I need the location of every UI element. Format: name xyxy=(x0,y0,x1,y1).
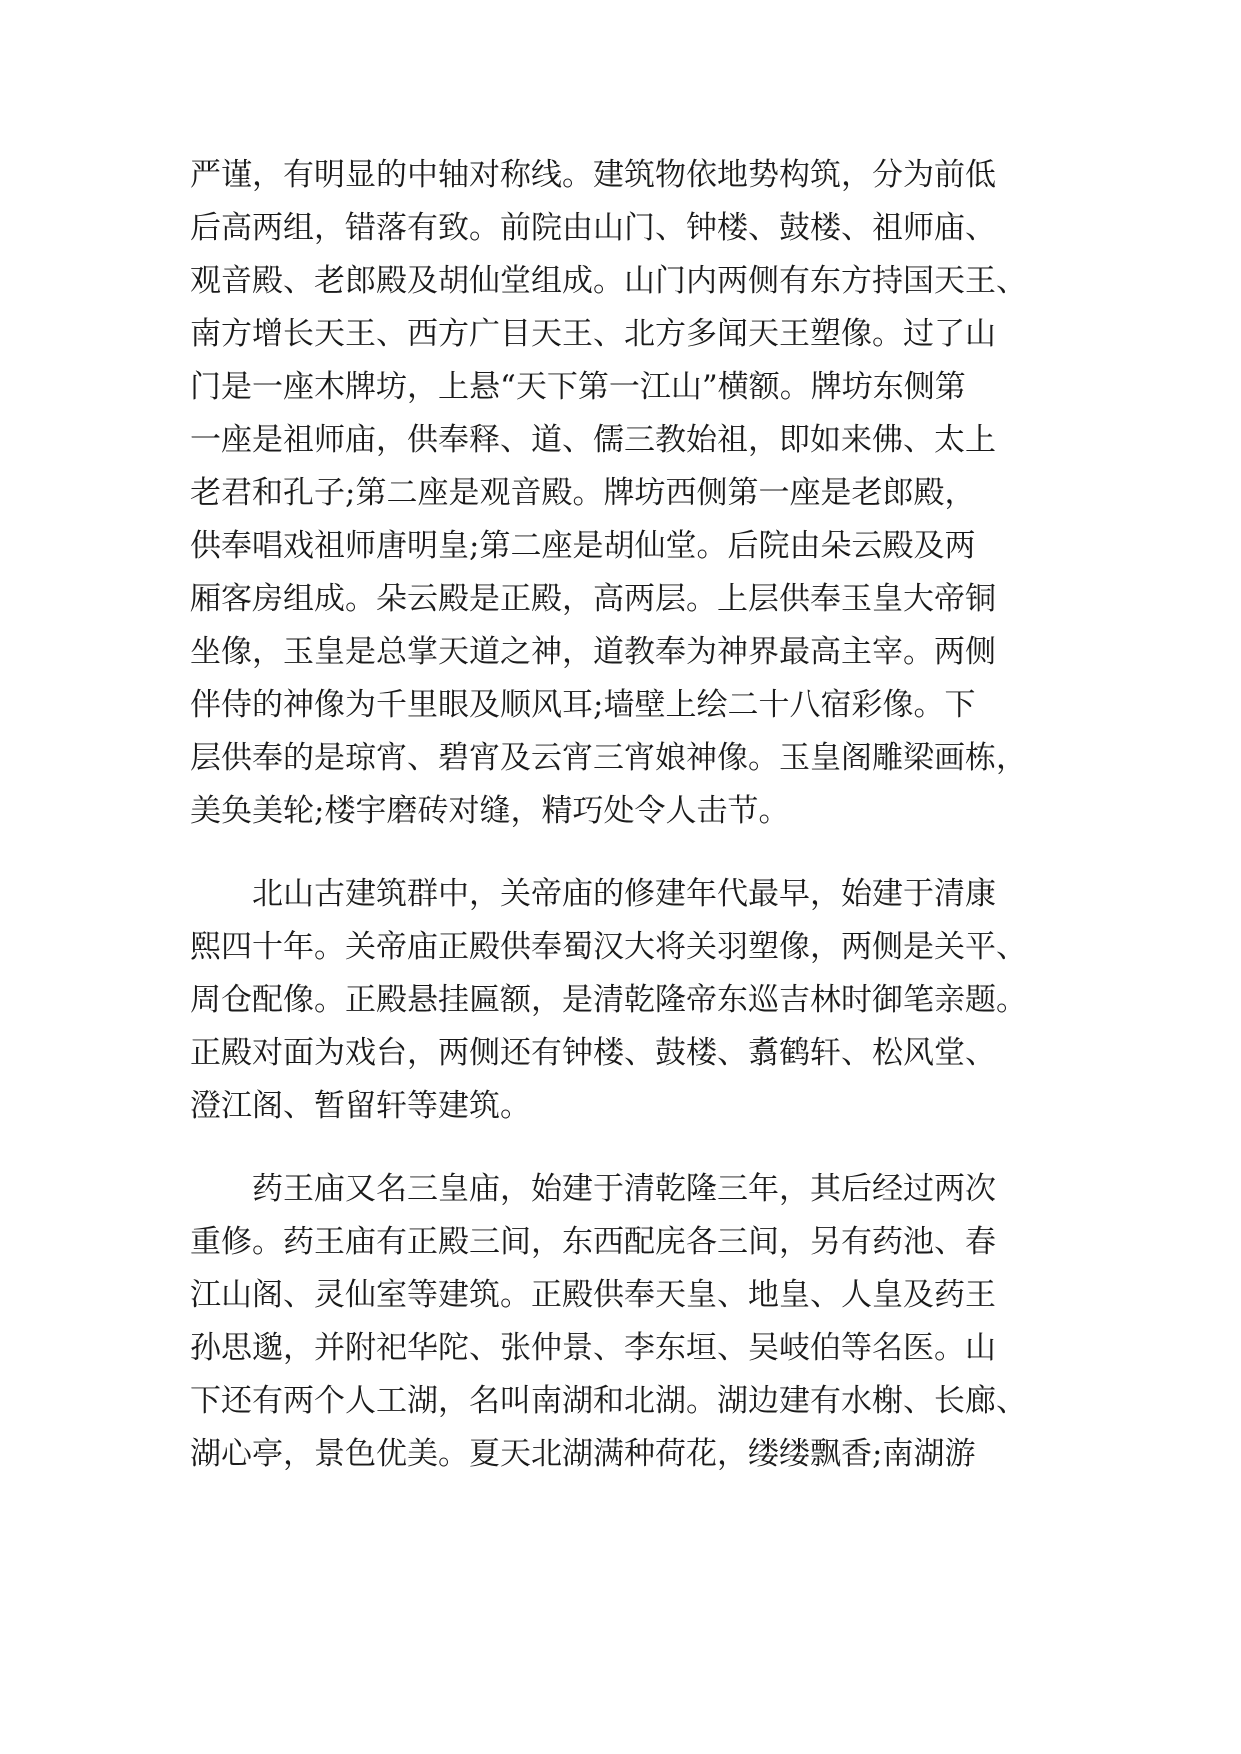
text-line: 伴侍的神像为千里眼及顺风耳;墙壁上绘二十八宿彩像。下 xyxy=(190,687,976,723)
text-line: 供奉唱戏祖师唐明皇;第二座是胡仙堂。后院由朵云殿及两 xyxy=(190,528,976,564)
text-line: 湖心亭，景色优美。夏天北湖满种荷花，缕缕飘香;南湖游 xyxy=(190,1436,976,1472)
text-line: 熙四十年。关帝庙正殿供奉蜀汉大将关羽塑像，两侧是关平、 xyxy=(190,929,1027,965)
text-line: 厢客房组成。朵云殿是正殿，高两层。上层供奉玉皇大帝铜 xyxy=(190,581,996,617)
text-line: 美奂美轮;楼宇磨砖对缝，精巧处令人击节。 xyxy=(190,793,790,829)
text-line: 江山阁、灵仙室等建筑。正殿供奉天皇、地皇、人皇及药王 xyxy=(190,1277,996,1313)
text-line: 坐像，玉皇是总掌天道之神，道教奉为神界最高主宰。两侧 xyxy=(190,634,996,670)
text-line: 澄江阁、暂留轩等建筑。 xyxy=(190,1088,531,1124)
text-line: 门是一座木牌坊，上悬“天下第一江山”横额。牌坊东侧第 xyxy=(190,369,966,405)
text-line: 层供奉的是琼宵、碧宵及云宵三宵娘神像。玉皇阁雕梁画栋， xyxy=(190,740,1027,776)
text-line: 正殿对面为戏台，两侧还有钟楼、鼓楼、翥鹤轩、松风堂、 xyxy=(190,1035,996,1071)
paragraph-first-line: 药王庙又名三皇庙，始建于清乾隆三年，其后经过两次 xyxy=(252,1171,996,1207)
text-line: 一座是祖师庙，供奉释、道、儒三教始祖，即如来佛、太上 xyxy=(190,422,996,458)
text-line: 严谨，有明显的中轴对称线。建筑物依地势构筑，分为前低 xyxy=(190,157,996,193)
text-line: 南方增长天王、西方广目天王、北方多闻天王塑像。过了山 xyxy=(190,316,996,352)
text-line: 后高两组，错落有致。前院由山门、钟楼、鼓楼、祖师庙、 xyxy=(190,210,996,246)
text-line: 孙思邈，并附祀华陀、张仲景、李东垣、吴岐伯等名医。山 xyxy=(190,1330,996,1366)
text-line: 周仓配像。正殿悬挂匾额，是清乾隆帝东巡吉林时御笔亲题。 xyxy=(190,982,1027,1018)
text-line: 重修。药王庙有正殿三间，东西配庑各三间，另有药池、春 xyxy=(190,1224,996,1260)
text-line: 下还有两个人工湖，名叫南湖和北湖。湖边建有水榭、长廊、 xyxy=(190,1383,1027,1419)
text-line: 观音殿、老郎殿及胡仙堂组成。山门内两侧有东方持国天王、 xyxy=(190,263,1027,299)
paragraph-first-line: 北山古建筑群中，关帝庙的修建年代最早，始建于清康 xyxy=(252,876,996,912)
text-line: 老君和孔子;第二座是观音殿。牌坊西侧第一座是老郎殿， xyxy=(190,475,976,511)
